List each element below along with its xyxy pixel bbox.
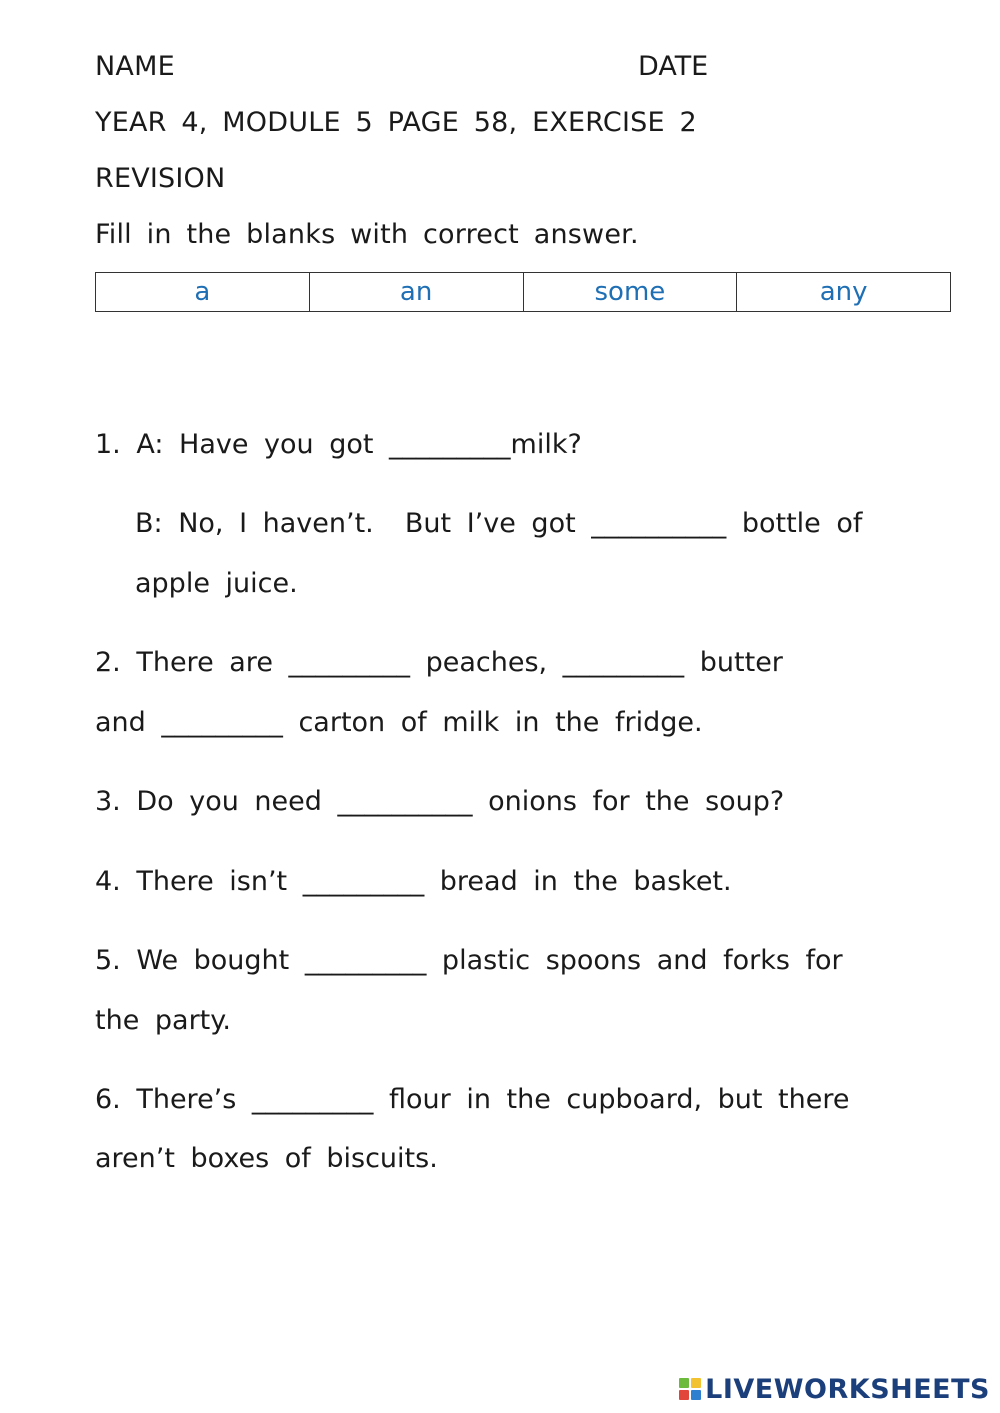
revision-heading: REVISION — [95, 163, 226, 194]
question-3: 3. Do you need __________ onions for the soup? — [95, 786, 785, 817]
name-label: NAME — [95, 51, 175, 82]
question-1-b-line-1: B: No, I haven’t. But I’ve got __________ bottle of — [135, 508, 863, 539]
instructions: Fill in the blanks with correct answer. — [95, 219, 639, 250]
liveworksheets-mark-icon — [679, 1378, 701, 1400]
question-1-b-line-2: apple juice. — [135, 568, 298, 599]
date-label: DATE — [638, 51, 709, 82]
word-bank-cell-any: any — [819, 277, 868, 307]
question-2-line-1: 2. There are _________ peaches, _________ butter — [95, 647, 783, 678]
question-6-line-1: 6. There’s _________ flour in the cupboard, but there — [95, 1084, 850, 1115]
question-1-a: 1. A: Have you got _________milk? — [95, 429, 582, 460]
logo-text: LIVEWORKSHEETS — [705, 1373, 990, 1405]
question-2-line-2: and _________ carton of milk in the fridge. — [95, 707, 703, 738]
word-bank-cell-some: some — [524, 273, 738, 311]
question-5-line-2: the party. — [95, 1005, 231, 1036]
word-bank-cell-an: an — [310, 273, 524, 311]
question-4: 4. There isn’t _________ bread in the basket. — [95, 866, 732, 897]
liveworksheets-logo — [679, 1371, 990, 1407]
module-line: YEAR 4, MODULE 5 PAGE 58, EXERCISE 2 — [95, 107, 697, 138]
question-5-line-1: 5. We bought _________ plastic spoons and forks for — [95, 945, 843, 976]
question-6-line-2: aren’t boxes of biscuits. — [95, 1143, 438, 1174]
word-bank-table — [95, 272, 951, 312]
word-bank-cell-a: a — [96, 273, 310, 311]
